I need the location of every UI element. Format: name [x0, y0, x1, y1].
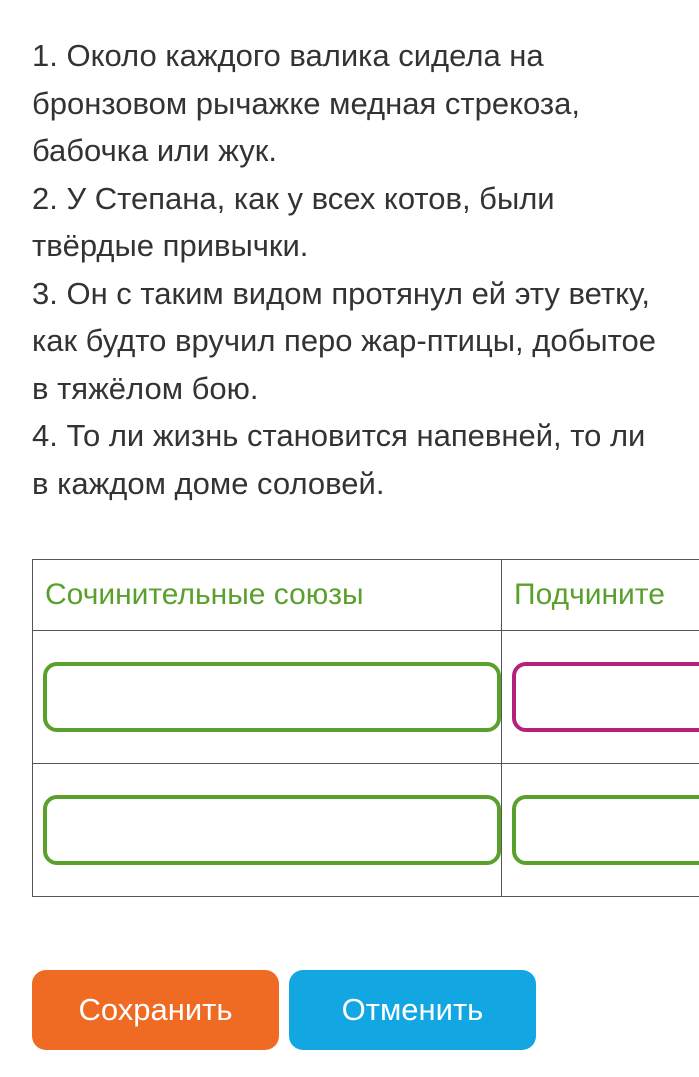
- cancel-button[interactable]: Отменить: [289, 970, 536, 1050]
- sentence-3: 3. Он с таким видом протянул ей эту ветку, как будто вручил перо жар-птицы, добытое в тяжёлом бою.: [32, 275, 656, 406]
- answer-drop-zone[interactable]: [512, 662, 699, 732]
- task-sentences: [32, 32, 699, 507]
- table-cell: [33, 764, 502, 897]
- header-label-subordinating: Подчините: [514, 578, 665, 611]
- sentence-1: 1. Около каждого валика сидела на бронзовом рычажке медная стрекоза, бабочка или жук.: [32, 38, 580, 168]
- table-cell: [502, 764, 699, 897]
- answer-drop-zone[interactable]: [43, 795, 501, 865]
- answer-drop-zone[interactable]: [512, 795, 699, 865]
- sentence-2: 2. У Степана, как у всех котов, были твёрдые привычки.: [32, 180, 555, 263]
- conjunction-table: [32, 559, 699, 897]
- table-row: [33, 631, 699, 764]
- header-subordinating-conjunctions: [502, 560, 699, 631]
- header-label-coordinating: Сочинительные союзы: [45, 578, 364, 611]
- save-button[interactable]: Сохранить: [32, 970, 279, 1050]
- header-coordinating-conjunctions: [33, 560, 502, 631]
- answer-drop-zone[interactable]: [43, 662, 501, 732]
- table-row: [33, 764, 699, 897]
- sentence-4: 4. То ли жизнь становится напевней, то ли в каждом доме соловей.: [32, 418, 646, 501]
- table-cell: [33, 631, 502, 764]
- table-cell: [502, 631, 699, 764]
